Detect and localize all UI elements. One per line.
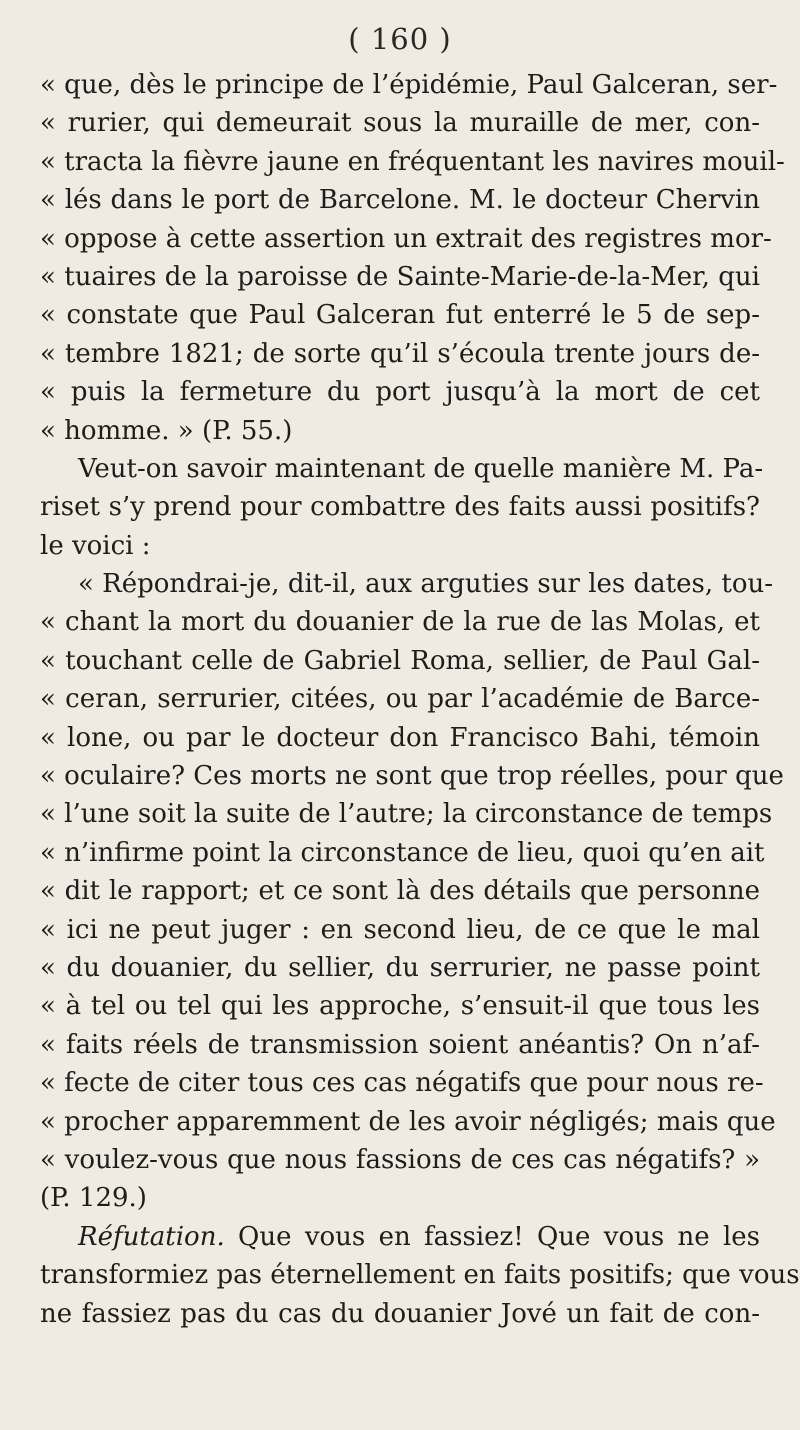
- text-line: « dit le rapport; et ce sont là des détails que personne: [40, 876, 760, 907]
- refutation-label: Réfutation.: [78, 1221, 225, 1252]
- text-line: « tracta la fièvre jaune en fréquentant les navires mouil-: [40, 146, 785, 177]
- text-line: « ici ne peut juger : en second lieu, de ce que le mal: [40, 914, 760, 945]
- text-line: « fecte de citer tous ces cas négatifs que pour nous re-: [40, 1068, 764, 1099]
- text-line: « ceran, serrurier, citées, ou par l’académie de Barce-: [40, 684, 760, 715]
- text-line: « à tel ou tel qui les approche, s’ensuit-il que tous les: [40, 991, 760, 1022]
- text-line: « oppose à cette assertion un extrait des registres mor-: [40, 223, 772, 254]
- text-line: le voici :: [40, 530, 151, 561]
- text-line: riset s’y prend pour combattre des faits aussi positifs?: [40, 492, 760, 523]
- text-line: « procher apparemment de les avoir négligés; mais que: [40, 1106, 776, 1137]
- page-number: ( 160 ): [348, 22, 452, 56]
- refutation-text: Que vous en fassiez! Que vous ne les: [238, 1221, 761, 1252]
- body-text: [40, 66, 800, 1333]
- text-line: « voulez-vous que nous fassions de ces cas négatifs? »: [40, 1144, 760, 1175]
- text-line: « n’infirme point la circonstance de lieu, quoi qu’en ait: [40, 837, 765, 868]
- text-line: « du douanier, du sellier, du serrurier, ne passe point: [40, 952, 760, 983]
- text-line: « chant la mort du douanier de la rue de las Molas, et: [40, 607, 760, 638]
- text-line: « lés dans le port de Barcelone. M. le docteur Chervin: [40, 185, 760, 216]
- text-line: « que, dès le principe de l’épidémie, Paul Galceran, ser-: [40, 70, 778, 100]
- paragraph-start-line: Veut-on savoir maintenant de quelle manière M. Pa-: [78, 453, 764, 484]
- text-line: « touchant celle de Gabriel Roma, sellier, de Paul Gal-: [40, 645, 760, 676]
- text-line: ne fassiez pas du cas du douanier Jové un fait de con-: [40, 1298, 760, 1329]
- text-line: « lone, ou par le docteur don Francisco Bahi, témoin: [40, 722, 760, 753]
- text-line: « l’une soit la suite de l’autre; la circonstance de temps: [40, 799, 773, 830]
- text-line: « faits réels de transmission soient anéantis? On n’af-: [40, 1029, 760, 1060]
- text-line: « rurier, qui demeurait sous la muraille de mer, con-: [40, 108, 760, 139]
- text-line: « tuaires de la paroisse de Sainte-Marie-de-la-Mer, qui: [40, 261, 760, 292]
- text-line: (P. 129.): [40, 1183, 147, 1214]
- quote-start-line: « Répondrai-je, dit-il, aux arguties sur les dates, tou-: [78, 569, 774, 600]
- text-line: « tembre 1821; de sorte qu’il s’écoula trente jours de-: [40, 338, 760, 369]
- text-line: « oculaire? Ces morts ne sont que trop réelles, pour que: [40, 761, 784, 792]
- text-line: « constate que Paul Galceran fut enterré le 5 de sep-: [40, 300, 760, 331]
- text-line: « puis la fermeture du port jusqu’à la mort de cet: [40, 377, 760, 408]
- text-line: transformiez pas éternellement en faits positifs; que vous: [40, 1260, 800, 1291]
- text-line: « homme. » (P. 55.): [40, 415, 293, 446]
- refutation-line: [40, 1218, 760, 1256]
